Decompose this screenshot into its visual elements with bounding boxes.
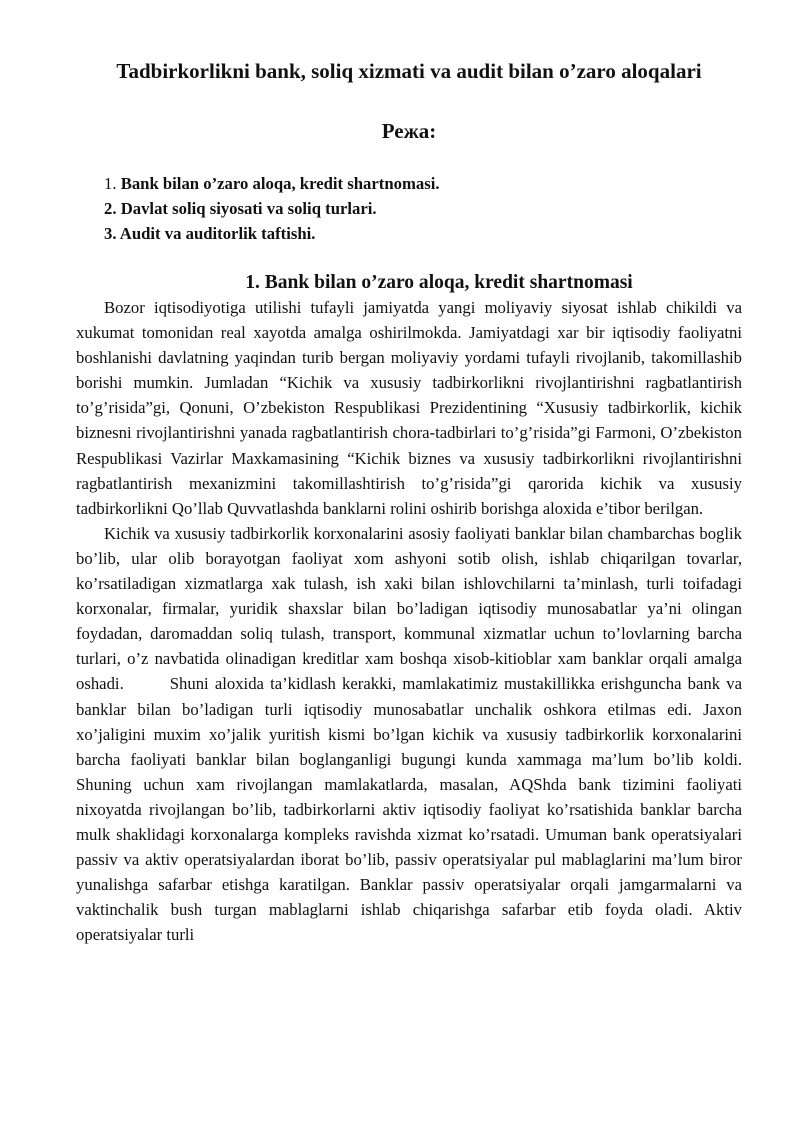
paragraph-text: Shuni aloxida ta’kidlash kerakki, mamlakatimiz mustakillikka erishguncha bank va banklar bilan bo’ladigan turli iqtisodiy munosabatlar unchalik oshkora etilmas edi. Jaxon xo’jaligini muxim xo’jalik yuritish kismi bo’lgan kichik va xususiy tadbirkorlik korxonalarini barcha faoliyati banklar bilan boglanganligi bugungi kunda xammaga ma’lum bo’lib koldi. Shuning uchun xam rivojlangan mamlakatlarda, masalan, AQShda bank tizimini faoliyati nixoyatda rivojlangan bo’lib, tadbirkorlarni aktiv iqtisodiy faoliyat ko’rsatishida banklar barcha mulk shaklidagi korxonalarga kompleks ravishda xizmat ko’rsatadi. Umuman bank operatsiyalari passiv va aktiv operatsiyalardan iborat bo’lib, passiv operatsiyalar pul mablaglarini ma’lum biror yunalishga safarbar etishga karatilgan. Banklar passiv operatsiyalar orqali jamgarmalarni va vaktinchalik bush turgan mablaglarni ishlab chiqarishga safarbar etib foyda oladi. Aktiv operatsiyalar turli [76, 674, 742, 945]
body-paragraph [76, 521, 742, 948]
plan-item-number: 3. [104, 224, 117, 243]
document-title: Tadbirkorlikni bank, soliq xizmati va audit bilan o’zaro aloqalari [116, 59, 702, 83]
plan-item [104, 171, 742, 196]
plan-item-text: Davlat soliq siyosati va soliq turlari. [116, 199, 377, 218]
body-paragraph: Bozor iqtisodiyotiga utilishi tufayli jamiyatda yangi moliyaviy siyosat ishlab chikildi va xukumat tomonidan real xayotda amalga oshirilmokda. Jamiyatdagi xar bir iqtisodiy faoliyatni boshlanishi davlatning yaqindan turib bergan moliyaviy yordami tufayli rivojlanib, takomillashib borishi mumkin. Jumladan “Kichik va xususiy tadbirkorlikni rivojlantirishni ragbatlantirish to’g’risida”gi, Qonuni, O’zbekiston Respublikasi Prezidentining “Xususiy tadbirkorlik, kichik biznesni rivojlantirishni yanada ragbatlantirish chora-tadbirlari to’g’risida”gi Farmoni, O’zbekiston Respublikasi Vazirlar Maxkamasining “Kichik biznes va xususiy tadbirkorlikni rivojlantirishni ragbatlantirish mexanizmini takomillashtirish to’g’risida”gi qarorida kichik va xususiy tadbirkorlikni Qo’llab Quvvatlashda banklarni rolini oshirib borishga aloxida e’tibor berilgan. [76, 298, 742, 518]
plan-item-text: Bank bilan o’zaro aloqa, kredit shartnomasi. [116, 174, 440, 193]
plan-item [104, 196, 742, 221]
plan-item-text: Audit va auditorlik taftishi. [116, 224, 316, 243]
plan-item [104, 221, 742, 246]
plan-heading: Режа: [381, 119, 437, 143]
plan-item-number: 2. [104, 199, 117, 218]
plan-list [76, 171, 742, 246]
plan-item-number: 1. [104, 174, 117, 193]
section-heading: 1. Bank bilan o’zaro aloqa, kredit shartnomasi [245, 272, 633, 293]
paragraph-text: Kichik va xususiy tadbirkorlik korxonalarini asosiy faoliyati banklar bilan chambarchas boglik bo’lib, ular olib borayotgan faoliyat xom ashyoni sotib olish, ishlab chiqarilgan tovarlar, ko’rsatiladigan xizmatlarga xak tulash, ish xaki bilan ishlovchilarni ta’minlash, turli toifadagi korxonalar, firmalar, yuridik shaxslar bilan bo’ladigan iqtisodiy munosabatlar ya’ni olingan foydadan, daromaddan soliq tulash, transport, kommunal xizmatlar uchun to’lovlarning barcha turlari, o’z navbatida olinadigan kreditlar xam boshqa xisob-kitioblar xam banklar orqali amalga oshadi. [76, 523, 742, 694]
